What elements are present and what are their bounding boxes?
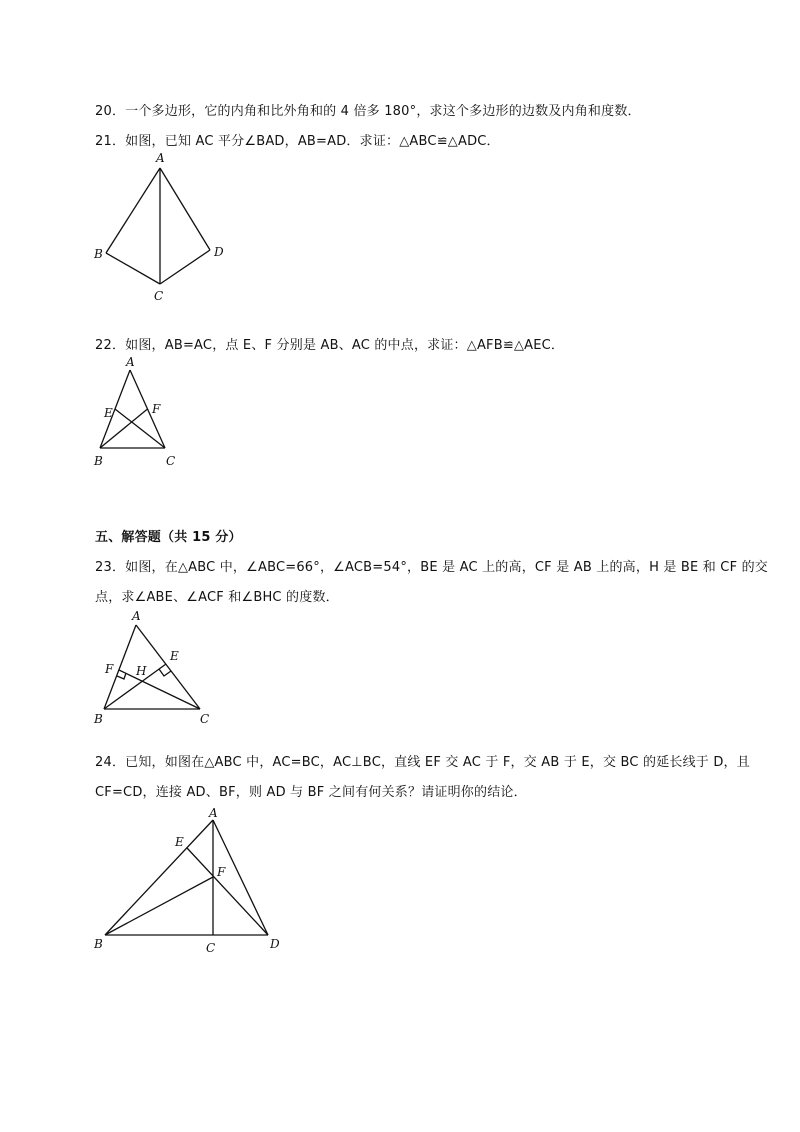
label-a: A	[126, 355, 135, 369]
question-22-text: 22．如图，AB=AC，点 E、F 分别是 AB、AC 的中点，求证：△AFB≌△AEC．	[95, 338, 565, 353]
label-b: B	[94, 937, 103, 951]
label-b: B	[94, 247, 103, 261]
label-a: A	[209, 806, 218, 820]
label-a: A	[156, 151, 165, 165]
label-c: C	[206, 941, 216, 955]
segment-bc	[106, 253, 160, 284]
label-f: F	[105, 662, 114, 676]
right-angle-mark-e	[159, 669, 171, 676]
label-d: D	[270, 937, 280, 951]
label-a: A	[132, 609, 141, 623]
label-e: E	[104, 406, 113, 420]
label-b: B	[94, 454, 103, 468]
figure-21	[90, 150, 240, 310]
question-20-text: 20．一个多边形，它的内角和比外角和的 4 倍多 180°，求这个多边形的边数及内角和度数．	[95, 104, 641, 119]
question-23-line-2: 点，求∠ABE、∠ACF 和∠BHC 的度数．	[95, 590, 339, 605]
figure-24	[90, 806, 300, 955]
figure-22	[90, 355, 190, 470]
label-f: F	[217, 865, 226, 879]
label-b: B	[94, 712, 103, 726]
label-c: C	[200, 712, 210, 726]
segment-bf	[105, 877, 213, 935]
segment-ab	[106, 168, 160, 253]
right-angle-mark-f	[117, 673, 126, 679]
question-24-line-1: 24．已知，如图在△ABC 中，AC=BC，AC⊥BC，直线 EF 交 AC 于 F，交 AB 于 E，交 BC 的延长线于 D，且	[95, 755, 750, 770]
label-c: C	[154, 289, 164, 303]
figure-23	[90, 605, 230, 730]
question-23-line-1: 23．如图，在△ABC 中，∠ABC=66°，∠ACB=54°，BE 是 AC 上的高，CF 是 AB 上的高，H 是 BE 和 CF 的交	[95, 560, 768, 575]
segment-ad	[160, 168, 210, 250]
label-e: E	[175, 835, 184, 849]
label-d: D	[214, 245, 224, 259]
section-5-title: 五、解答题（共 15 分）	[95, 530, 242, 545]
question-24-line-2: CF=CD，连接 AD、BF，则 AD 与 BF 之间有何关系？请证明你的结论．	[95, 785, 527, 800]
label-f: F	[152, 402, 161, 416]
segment-ab	[105, 820, 213, 935]
label-e: E	[170, 649, 179, 663]
question-21-text: 21．如图，已知 AC 平分∠BAD，AB=AD．求证：△ABC≌△ADC．	[95, 134, 500, 149]
label-h: H	[136, 664, 147, 678]
label-c: C	[166, 454, 176, 468]
segment-dc	[160, 250, 210, 284]
segment-ed	[187, 848, 268, 935]
